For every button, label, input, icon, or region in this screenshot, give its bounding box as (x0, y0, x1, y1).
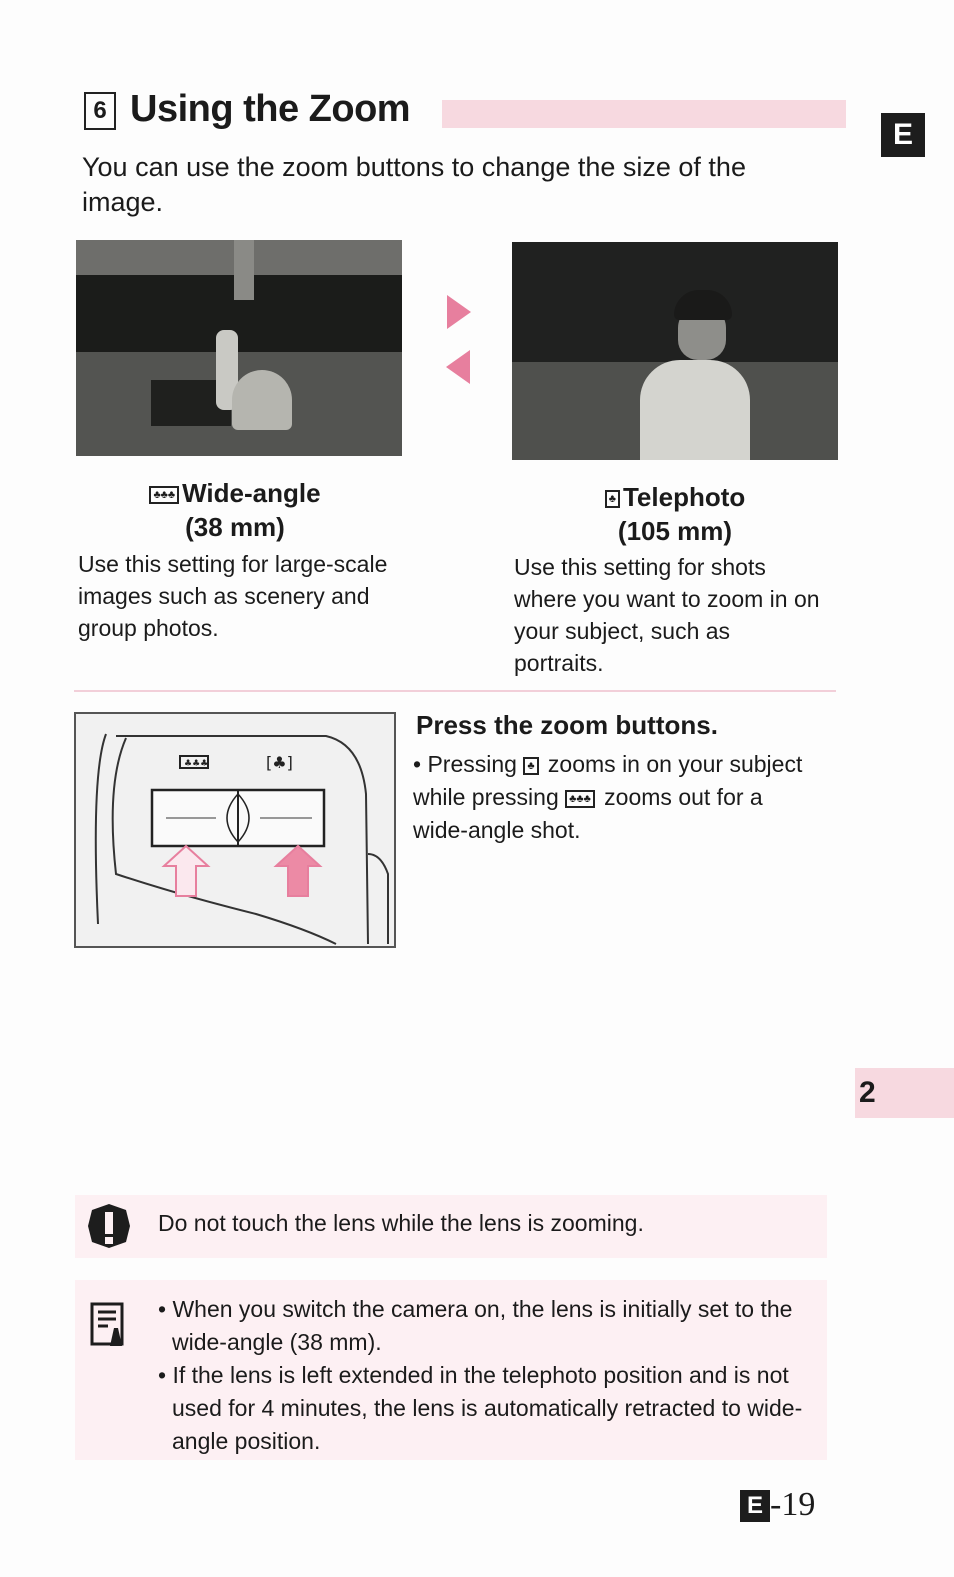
press-text-part2: zooms in on your subject while pressing (413, 751, 803, 810)
language-tab: E (881, 113, 925, 157)
camera-top-outline (76, 714, 394, 946)
telephoto-focal-length: (105 mm) (617, 516, 733, 546)
title-accent-bar (442, 100, 846, 128)
caution-text: Do not touch the lens while the lens is zooming. (158, 1210, 644, 1236)
telephoto-description: Use this setting for shots where you want to zoom in on your subject, such as portraits. (514, 554, 820, 676)
press-text-part1: • Pressing (413, 751, 524, 777)
wide-angle-icon: ♣♣♣ (149, 486, 179, 504)
press-zoom-instructions (413, 748, 813, 847)
telephoto-inline-icon: ♣ (523, 757, 538, 775)
wide-angle-photo (76, 240, 402, 456)
zoom-buttons-diagram (74, 712, 396, 948)
wide-angle-description: Use this setting for large-scale images such as scenery and group photos. (78, 551, 388, 641)
caution-icon (86, 1202, 132, 1250)
section-divider (74, 690, 836, 692)
zoom-out-arrow-icon (446, 350, 470, 384)
chapter-tab: 2 (855, 1068, 954, 1118)
telephoto-icon: ♣ (605, 490, 620, 508)
note-item: • When you switch the camera on, the lens is initially set to the wide-angle (38 mm). (158, 1296, 793, 1355)
wide-angle-focal-length: (38 mm) (185, 512, 285, 542)
wide-angle-label: Wide-angle (182, 478, 321, 508)
page-number (740, 1486, 815, 1524)
memo-icon (90, 1302, 126, 1348)
svg-text:♣♣♣: ♣♣♣ (184, 759, 209, 769)
telephoto-label: Telephoto (622, 482, 746, 512)
svg-text:[♣]: [♣] (266, 753, 293, 772)
page-number-value: -19 (770, 1486, 816, 1523)
note-item: • If the lens is left extended in the telephoto position and is not used for 4 minutes, the lens is automatically retracted to wide-angle position. (158, 1362, 803, 1454)
page-title: Using the Zoom (130, 88, 411, 130)
press-text-part3: zooms out for a wide-angle shot. (413, 784, 763, 843)
page-letter: E (740, 1490, 770, 1522)
press-zoom-heading: Press the zoom buttons. (416, 710, 718, 740)
telephoto-photo (512, 242, 838, 460)
section-number: 6 (84, 92, 116, 130)
zoom-in-arrow-icon (447, 295, 471, 329)
intro-text: You can use the zoom buttons to change the size of the image. (82, 152, 746, 217)
wide-angle-inline-icon: ♣♣♣ (565, 790, 595, 808)
wide-angle-heading (100, 476, 370, 544)
telephoto-heading (540, 480, 810, 548)
notes-list (158, 1293, 818, 1458)
